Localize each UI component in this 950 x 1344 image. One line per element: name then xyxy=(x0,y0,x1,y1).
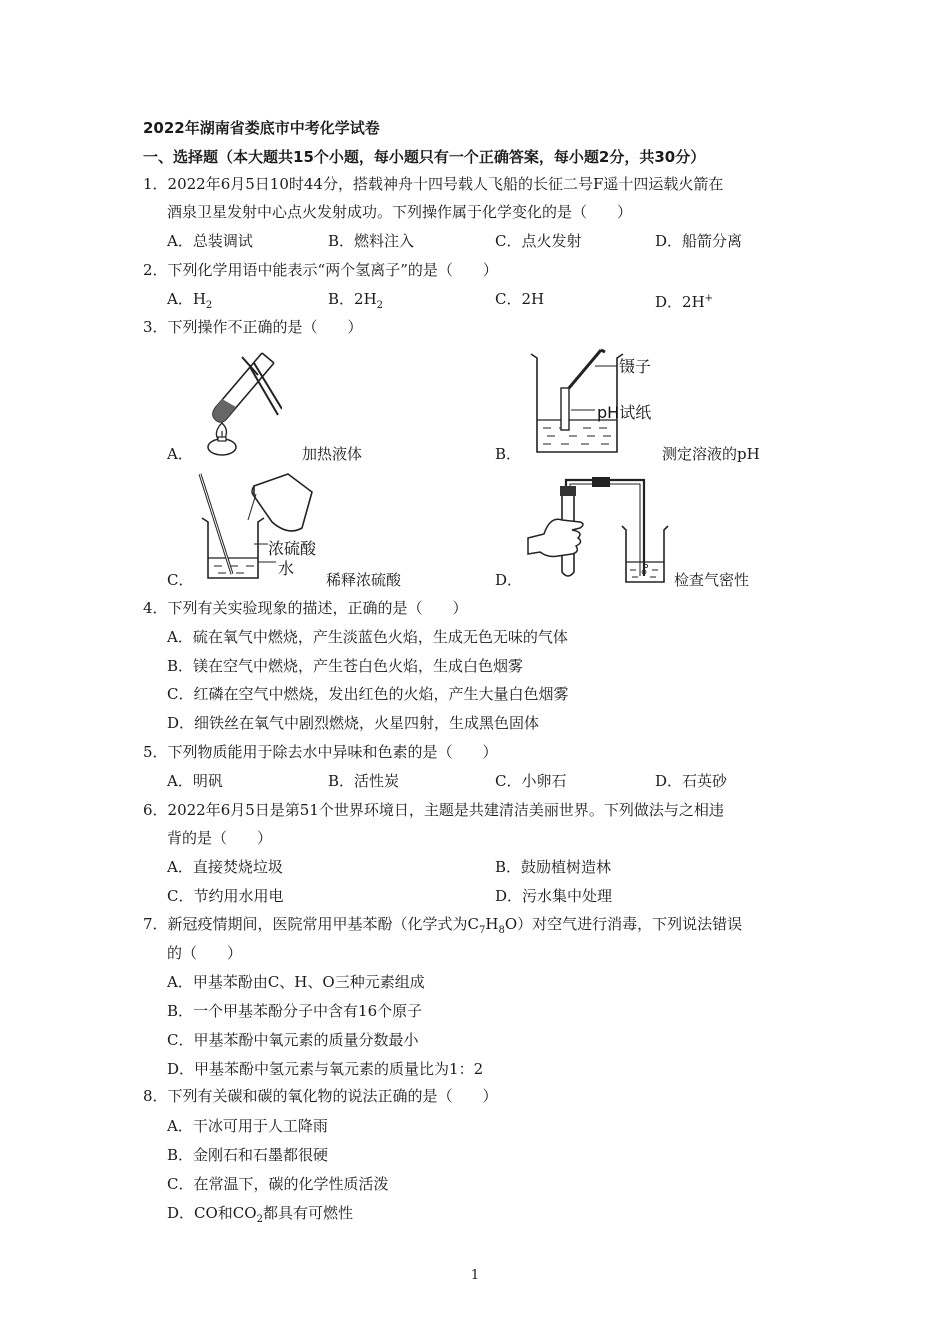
q7-option-b: B．一个甲基苯酚分子中含有16个原子 xyxy=(167,1002,423,1020)
q5-option-c: C．小卵石 xyxy=(495,772,567,790)
q4-option-d: D．细铁丝在氧气中剧烈燃烧，火星四射，生成黑色固体 xyxy=(167,714,540,732)
q6-stem-line1: 6．2022年6月5日是第51个世界环境日，主题是共建清洁美丽世界。下列做法与之相违 xyxy=(143,801,724,819)
q3-option-d-letter: D． xyxy=(495,571,523,589)
q2-option-a: A．$H_2$ xyxy=(167,290,213,311)
q4-option-a: A．硫在氧气中燃烧，产生淡蓝色火焰，生成无色无味的气体 xyxy=(167,628,568,646)
q1-option-d: D．船箭分离 xyxy=(655,232,743,250)
q2-option-b: B．$2H_2$ xyxy=(328,290,384,311)
q6-option-c: C．节约用水用电 xyxy=(167,887,284,905)
section-heading: 一、选择题（本大题共15个小题，每小题只有一个正确答案，每小题2分，共30分） xyxy=(143,148,706,166)
q3-option-c-label: 稀释浓硫酸 xyxy=(326,571,402,589)
q5-option-a: A．明矾 xyxy=(167,772,223,790)
label-tweezers: 镊子 xyxy=(619,357,652,376)
q1-option-a: A．总装调试 xyxy=(167,232,253,250)
figure-heating-liquid xyxy=(192,345,282,457)
q7-stem-line2: 的（ ） xyxy=(167,944,243,962)
figure-ph-test xyxy=(525,348,665,458)
q6-option-a: A．直接焚烧垃圾 xyxy=(167,858,283,876)
q1-stem-line1: 1．2022年6月5日10时44分，搭载神舟十四号载人飞船的长征二号F遥十四运载火箭在 xyxy=(143,175,724,193)
label-conc-acid: 浓硫酸 xyxy=(268,539,317,558)
label-ph-paper: pH试纸 xyxy=(597,403,652,422)
q6-option-b: B．鼓励植树造林 xyxy=(495,858,612,876)
q5-option-d: D．石英砂 xyxy=(655,772,728,790)
q3-option-c-letter: C． xyxy=(167,571,194,589)
q8-option-c: C．在常温下，碳的化学性质活泼 xyxy=(167,1175,389,1193)
q2-stem: 2．下列化学用语中能表示“两个氢离子”的是（ ） xyxy=(143,261,498,279)
q2-option-c: C．2H xyxy=(495,290,545,308)
q4-option-b: B．镁在空气中燃烧，产生苍白色火焰，生成白色烟雾 xyxy=(167,657,524,675)
q6-stem-line2: 背的是（ ） xyxy=(167,829,273,847)
exam-title: 2022年湖南省娄底市中考化学试卷 xyxy=(143,119,380,137)
q8-option-d: D．CO和$CO_2$都具有可燃性 xyxy=(167,1204,353,1225)
page-number: 1 xyxy=(470,1268,480,1283)
q8-option-b: B．金刚石和石墨都很硬 xyxy=(167,1146,329,1164)
figure-dilute-acid xyxy=(192,470,332,582)
figure-airtightness xyxy=(524,476,674,588)
q2-option-d: D．2H+ xyxy=(655,293,714,311)
q8-stem: 8．下列有关碳和碳的氧化物的说法正确的是（ ） xyxy=(143,1087,498,1105)
q6-option-d: D．污水集中处理 xyxy=(495,887,613,905)
q7-option-a: A．甲基苯酚由C、H、O三种元素组成 xyxy=(167,973,425,991)
q1-option-b: B．燃料注入 xyxy=(328,232,415,250)
q1-stem-line2: 酒泉卫星发射中心点火发射成功。下列操作属于化学变化的是（ ） xyxy=(167,203,633,221)
q3-option-a-letter: A． xyxy=(167,445,193,463)
q3-option-a-label: 加热液体 xyxy=(302,445,363,463)
q4-option-c: C．红磷在空气中燃烧，发出红色的火焰，产生大量白色烟雾 xyxy=(167,685,569,703)
q7-option-d: D．甲基苯酚中氢元素与氧元素的质量比为1：2 xyxy=(167,1060,484,1078)
q3-option-b-label: 测定溶液的pH xyxy=(662,445,760,463)
q5-option-b: B．活性炭 xyxy=(328,772,400,790)
label-water: 水 xyxy=(278,559,295,578)
q4-stem: 4．下列有关实验现象的描述，正确的是（ ） xyxy=(143,599,468,617)
q7-stem-line1: 7．新冠疫情期间，医院常用甲基苯酚（化学式为$C_7H_8O$）对空气进行消毒，下列说法错误 xyxy=(143,915,743,936)
q3-option-b-letter: B． xyxy=(495,445,522,463)
q7-option-c: C．甲基苯酚中氧元素的质量分数最小 xyxy=(167,1031,419,1049)
q3-stem: 3．下列操作不正确的是（ ） xyxy=(143,318,363,336)
q1-option-c: C．点火发射 xyxy=(495,232,582,250)
q3-option-d-label: 检查气密性 xyxy=(674,571,750,589)
q5-stem: 5．下列物质能用于除去水中异味和色素的是（ ） xyxy=(143,743,498,761)
q8-option-a: A．干冰可用于人工降雨 xyxy=(167,1117,328,1135)
